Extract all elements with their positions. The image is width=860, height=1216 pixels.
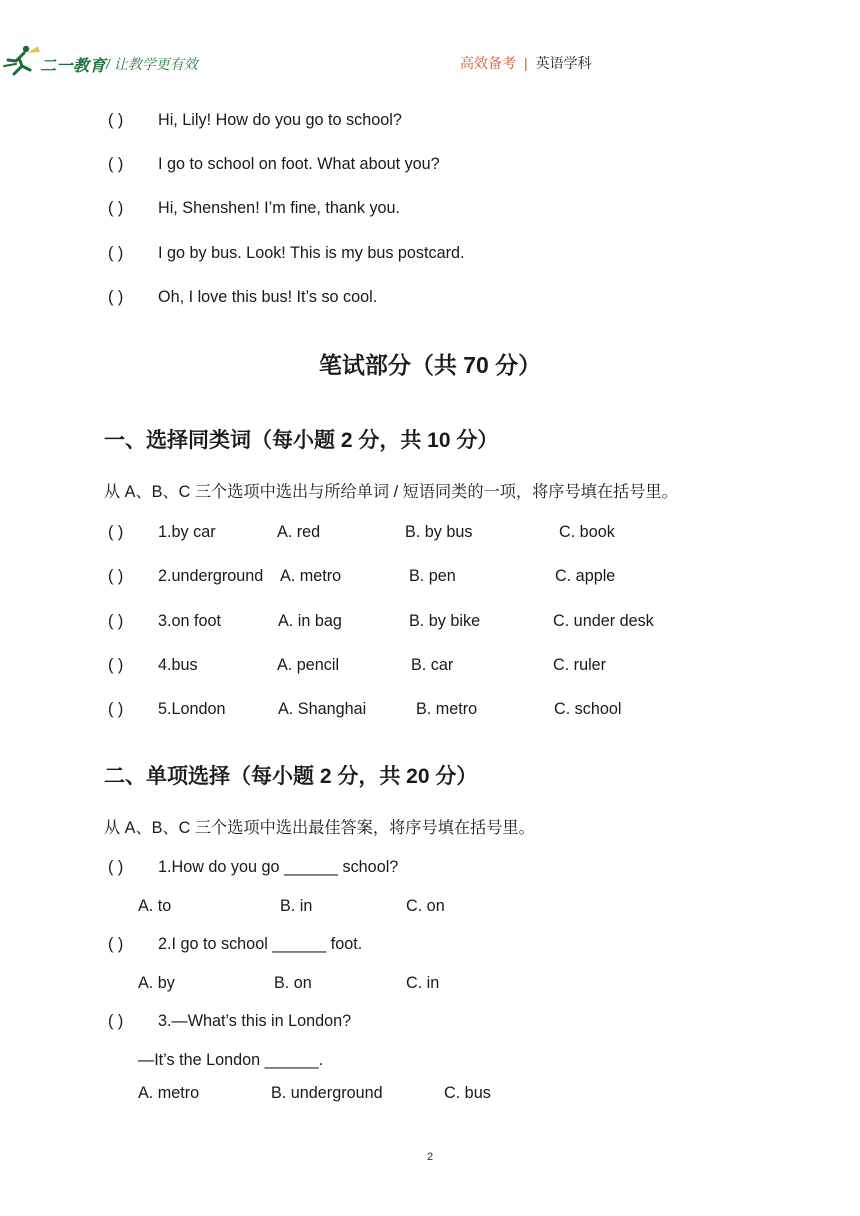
answer-bracket[interactable]: ( ) — [108, 155, 124, 173]
page-header — [0, 0, 860, 90]
answer-bracket[interactable]: ( ) — [108, 199, 124, 217]
answer-bracket[interactable]: ( ) — [108, 1012, 124, 1030]
option-a: A. pencil — [277, 656, 340, 674]
option-b: B. on — [274, 974, 312, 992]
section2-instruction: 从 A、B、C 三个选项中选出最佳答案，将序号填在括号里。 — [104, 819, 535, 837]
answer-bracket[interactable]: ( ) — [108, 523, 124, 541]
header-separator: | — [524, 55, 528, 71]
option-b: B. underground — [271, 1084, 383, 1102]
answer-bracket[interactable]: ( ) — [108, 244, 124, 262]
option-c: C. on — [406, 897, 445, 915]
dialogue-line — [108, 288, 377, 307]
option-b: B. in — [280, 897, 313, 915]
answer-bracket[interactable]: ( ) — [108, 567, 124, 585]
dialogue-line — [108, 111, 402, 130]
section2-heading: 二、单项选择（每小题 2 分，共 20 分） — [104, 765, 478, 788]
dialogue-line — [108, 244, 465, 263]
option-a: A. metro — [138, 1084, 200, 1102]
item-stem: 1.by car — [158, 523, 216, 541]
dialogue-text: I go by bus. Look! This is my bus postcard. — [158, 244, 465, 262]
option-c: C. under desk — [553, 612, 654, 630]
option-a: A. metro — [280, 567, 342, 585]
logo-text: 二一教育 — [40, 58, 107, 75]
answer-bracket[interactable]: ( ) — [108, 700, 124, 718]
item-stem: 3.on foot — [158, 612, 222, 630]
option-a: A. in bag — [278, 612, 342, 630]
answer-bracket[interactable]: ( ) — [108, 935, 124, 953]
question-stem: 1.How do you go ______ school? — [158, 858, 399, 876]
section1-instruction: 从 A、B、C 三个选项中选出与所给单词 / 短语同类的一项，将序号填在括号里。 — [104, 483, 678, 501]
dialogue-line — [108, 199, 400, 218]
option-b: B. car — [411, 656, 454, 674]
dialogue-text: Hi, Lily! How do you go to school? — [158, 111, 402, 129]
section1-heading: 一、选择同类词（每小题 2 分，共 10 分） — [104, 429, 499, 452]
dialogue-text: Hi, Shenshen! I’m fine, thank you. — [158, 199, 401, 217]
written-part-title: 笔试部分（共 70 分） — [318, 352, 542, 378]
option-c: C. school — [554, 700, 622, 718]
option-a: A. by — [138, 974, 175, 992]
option-a: A. to — [138, 897, 172, 915]
option-b: B. metro — [416, 700, 478, 718]
answer-bracket[interactable]: ( ) — [108, 288, 124, 306]
item-stem: 5.London — [158, 700, 226, 718]
dialogue-text: Oh, I love this bus! It’s so cool. — [158, 288, 378, 306]
question-stem: 2.I go to school ______ foot. — [158, 935, 363, 953]
slogan-text: 让教学更有效 — [113, 56, 198, 72]
answer-bracket[interactable]: ( ) — [108, 612, 124, 630]
question-stem: 3.—What’s this in London? — [158, 1012, 352, 1030]
subject-label: 英语学科 — [535, 55, 592, 71]
option-b: B. by bike — [409, 612, 481, 630]
option-a: A. Shanghai — [278, 700, 367, 718]
option-c: C. bus — [444, 1084, 491, 1102]
item-stem: 2.underground — [158, 567, 264, 585]
option-a: A. red — [277, 523, 321, 541]
page-number: 2 — [426, 1151, 434, 1163]
answer-bracket[interactable]: ( ) — [108, 656, 124, 674]
answer-bracket[interactable]: ( ) — [108, 111, 124, 129]
dialogue-line — [108, 155, 440, 174]
option-c: C. in — [406, 974, 440, 992]
option-b: B. pen — [409, 567, 456, 585]
answer-bracket[interactable]: ( ) — [108, 858, 124, 876]
option-b: B. by bus — [405, 523, 473, 541]
logo — [2, 44, 222, 78]
question-line2: —It’s the London ______. — [138, 1051, 324, 1069]
header-subject — [460, 53, 592, 73]
runner-logo-icon — [2, 44, 42, 78]
option-c: C. book — [559, 523, 615, 541]
slogan: / 让教学更有效 — [106, 56, 198, 72]
option-c: C. ruler — [553, 656, 607, 674]
exam-label: 高效备考 — [460, 55, 516, 71]
option-c: C. apple — [555, 567, 616, 585]
item-stem: 4.bus — [158, 656, 198, 674]
dialogue-text: I go to school on foot. What about you? — [158, 155, 440, 173]
